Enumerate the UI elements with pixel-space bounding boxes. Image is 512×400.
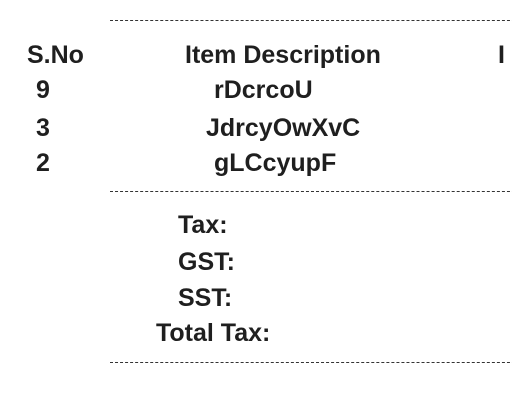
row-description: rDcrcoU — [214, 76, 313, 104]
row-sno: 3 — [36, 114, 50, 142]
row-description: gLCcyupF — [214, 149, 337, 177]
total-tax-label: Total Tax: — [156, 319, 271, 347]
divider-middle — [110, 191, 512, 192]
row-sno: 9 — [36, 76, 50, 104]
row-description: JdrcyOwXvC — [206, 114, 361, 142]
divider-bottom — [110, 362, 512, 363]
header-sno: S.No — [27, 41, 84, 69]
header-partial-column: I — [498, 41, 505, 69]
header-item-description: Item Description — [185, 41, 381, 69]
gst-label: GST: — [178, 248, 235, 276]
tax-label: Tax: — [178, 211, 228, 239]
row-sno: 2 — [36, 149, 50, 177]
sst-label: SST: — [178, 284, 233, 312]
divider-top — [110, 20, 512, 21]
